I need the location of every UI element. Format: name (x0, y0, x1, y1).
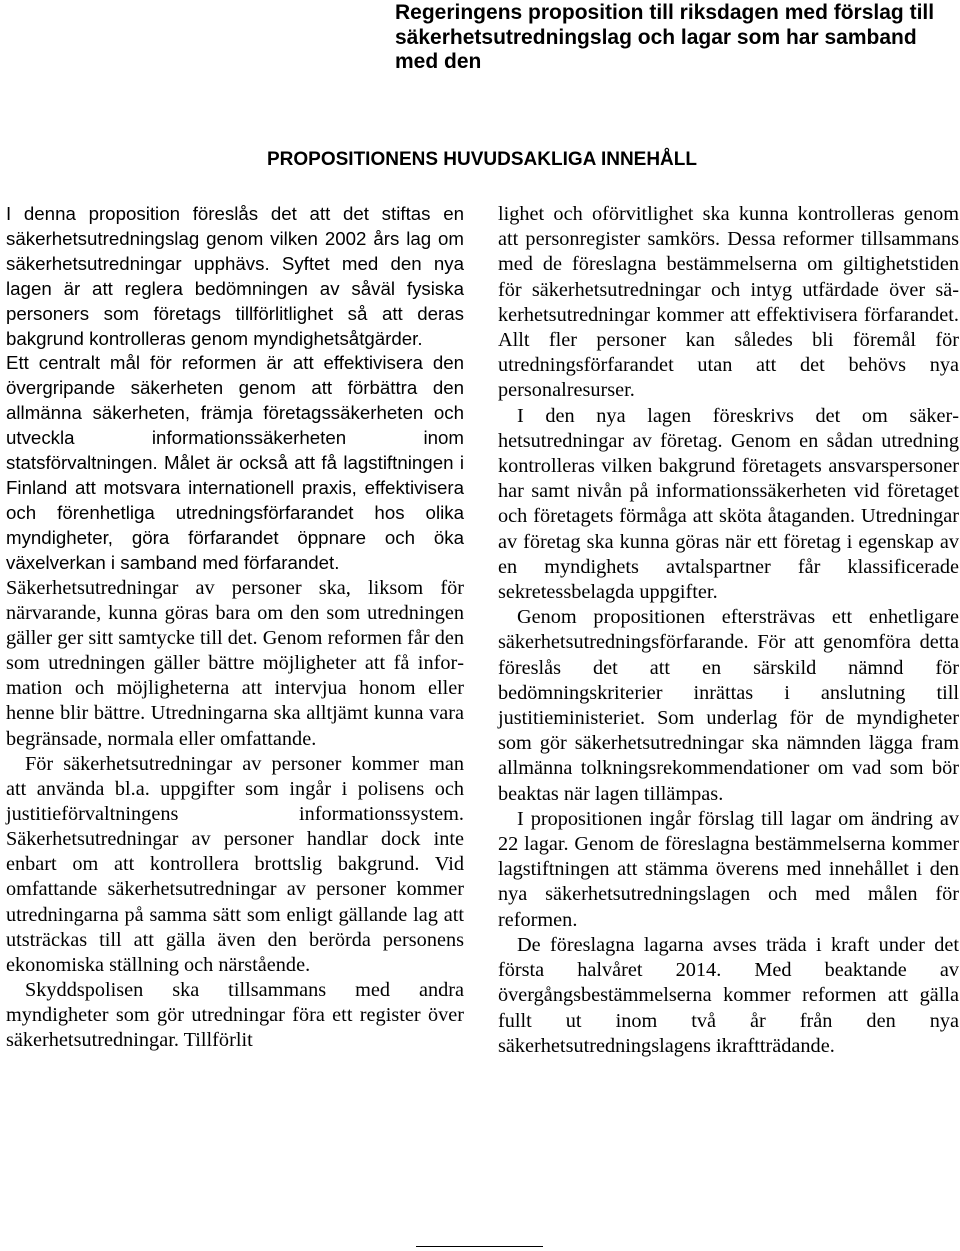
section-heading: PROPOSITIONENS HUVUDSAKLIGA INNEHÅLL (267, 149, 697, 170)
left-text-column (6, 202, 464, 1054)
paragraph: I denna proposition föreslås det att det stiftas en säkerhetsutredningslag genom vilken 2002 års lag om säkerhetsutredningar upphävs. Syftet med den nya lagen är att reglera bedömningen av såväl fysiska personers som företags tillförlitlighet så att deras bakgrund kontrolleras genom myndighetsåtgärder. (6, 203, 464, 349)
document-title: Regeringens proposition till riksdagen med förslag till säkerhetsutredningslag och lagar som har samband med den (395, 1, 935, 73)
footnote-separator-rule (416, 1246, 543, 1247)
paragraph: lighet och oförvitlighet ska kunna kontrolleras genom att personregister samkörs. Dessa reformer tillsammans med de föreslagna bestämmelserna om giltighetstiden för säkerhetsutredningar och intyg utfärdade över säkerhetsutredningar kommer att effektivisera förfarandet. Allt fler personer kan således bli föremål för utredningsförfarandet utan att det behövs nya personalresurser. (498, 203, 959, 402)
right-text-column (498, 202, 959, 1059)
paragraph: Ett centralt mål för reformen är att effektivisera den övergripande säkerheten genom att förbättra den allmänna säkerheten, främja företagssäkerheten och utveckla informationssäkerheten inom statsförvaltningen. Målet är också att få lagstiftningen i Finland att motsvara internationell praxis, effektivisera och förenhetliga utredningsförfarandet hos olika myndigheter, göra förfarandet öppnare och öka växelverkan i samband med förfarandet. (6, 352, 464, 573)
paragraph: Säkerhetsutredningar av personer ska, liksom för närvarande, kunna göras bara om den som utredningen gäller ger sitt samtycke till det. Genom reformen får den som utredningen gäller bättre möjligheter att få information och möjligheterna att intervjua honom eller henne blir bättre. Utredningarna ska alltjämt kunna vara begränsade, normala eller omfattande. (6, 576, 464, 750)
paragraph: I den nya lagen föreskrivs det om säkerhetsutredningar av företag. Genom en sådan utredning kontrolleras vilken bakgrund företagets ansvarspersoner har samt nivån på informationssäkerheten vid företaget och företagets förmåga att sköta åtaganden. Utredningar av företag ska kunna göras när ett företag i egenskap av en myndighets avtalspartner får klassificerade sekretessbelagda uppgifter. (498, 404, 959, 604)
paragraph: Genom propositionen eftersträvas ett enhetligare säkerhetsutredningsförfarande. För att genomföra detta föreslås det att en särskild nämnd för bedömningskriterier inrättas i anslutning till justitieministeriet. Som underlag för de myndigheter som gör säkerhetsutredningar ska nämnden lägga fram allmänna tolkningsrekommendationer om vad som bör beaktas när lagen tillämpas. (498, 606, 959, 805)
paragraph: Skyddspolisen ska tillsammans med andra myndigheter som gör utredningar föra ett register över säkerhetsutredningar. Tillförlit (6, 979, 464, 1052)
paragraph: I propositionen ingår förslag till lagar om ändring av 22 lagar. Genom de föreslagna bestämmelserna kommer lagstiftningen att stämma överens med innehållet i den nya säkerhetsutredningslagen och med målen för reformen. (498, 807, 959, 931)
paragraph: För säkerhetsutredningar av personer kommer man att använda bl.a. uppgifter som ingår i polisens och justitieförvaltningens informationssystem. Säkerhetsutredningar av personer handlar dock inte enbart om att kontrollera brottslig bakgrund. Vid omfattande säkerhetsutredningar av personer kommer utredningarna på samma sätt som enligt gällande lag att utsträckas till att gälla även den berörda personens ekonomiska ställning och närstående. (6, 752, 464, 976)
paragraph: De föreslagna lagarna avses träda i kraft under det första halvåret 2014. Med beaktande av övergångsbestämmelserna kommer reformen att gälla fullt ut inom två år från den nya säkerhetsutredningslagens ikraftträdande. (498, 933, 959, 1057)
